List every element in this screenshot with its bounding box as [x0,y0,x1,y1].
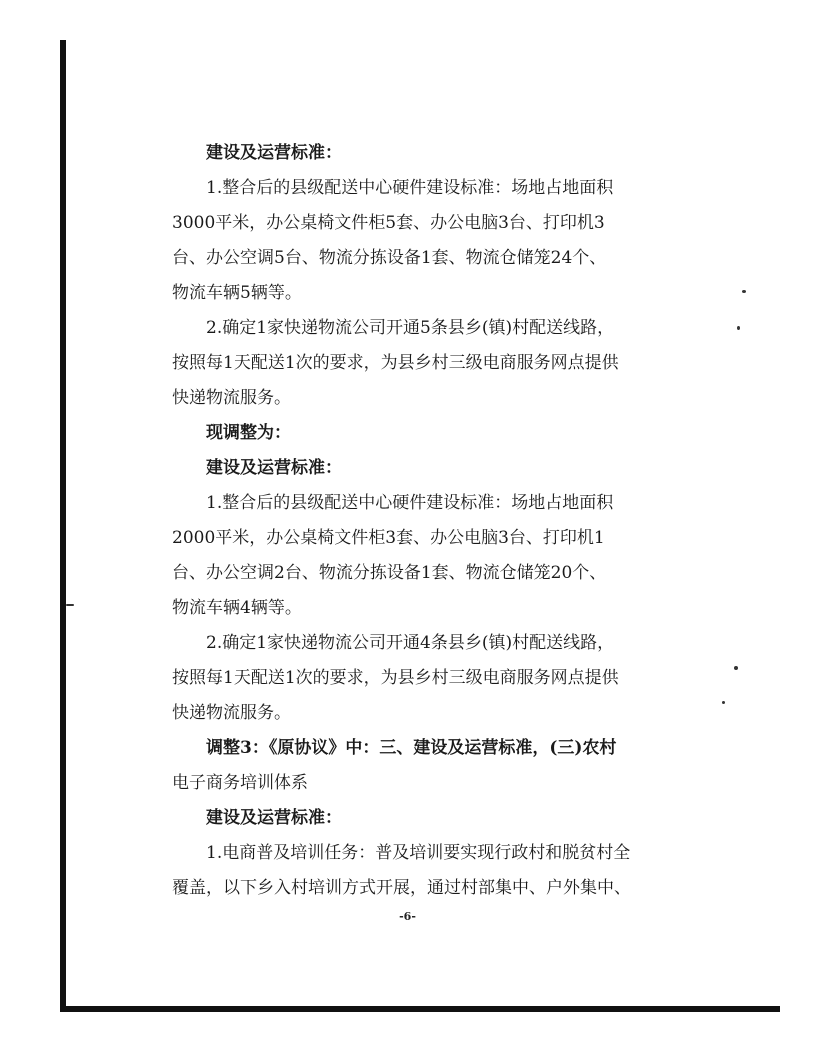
scan-speck [737,326,740,330]
section-heading: 建设及运营标准： [206,458,342,478]
paragraph-line: 1.电商普及培训任务：普及培训要实现行政村和脱贫村全 [206,843,631,863]
paragraph-line: 2000平米，办公桌椅文件柜3套、办公电脑3台、打印机1 [172,528,605,548]
paragraph-line: 1.整合后的县级配送中心硬件建设标准：场地占地面积 [206,178,614,198]
document-body [172,136,662,906]
page-border-left [60,40,66,1012]
paragraph-line: 覆盖，以下乡入村培训方式开展，通过村部集中、户外集中、 [172,878,631,898]
section-heading: 建设及运营标准： [206,143,342,163]
section-heading: 建设及运营标准： [206,808,342,828]
scan-speck [722,701,725,704]
paragraph-line: 电子商务培训体系 [172,773,308,793]
paragraph-line: 2.确定1家快递物流公司开通4条县乡(镇)村配送线路， [206,633,615,653]
paragraph-line: 1.整合后的县级配送中心硬件建设标准：场地占地面积 [206,493,614,513]
page-number: -6- [399,910,416,923]
paragraph-line: 2.确定1家快递物流公司开通5条县乡(镇)村配送线路， [206,318,615,338]
scan-speck [734,666,738,670]
paragraph-line: 物流车辆5辆等。 [172,283,302,303]
paragraph-line: 按照每1天配送1次的要求，为县乡村三级电商服务网点提供 [172,668,619,688]
paragraph-line: 台、办公空调2台、物流分拣设备1套、物流仓储笼20个、 [172,563,607,583]
scan-speck [66,604,74,606]
paragraph-line: 按照每1天配送1次的要求，为县乡村三级电商服务网点提供 [172,353,619,373]
scan-speck [742,290,746,293]
page-border-bottom [60,1006,780,1012]
paragraph-line: 3000平米，办公桌椅文件柜5套、办公电脑3台、打印机3 [172,213,605,233]
paragraph-line: 快递物流服务。 [172,388,291,408]
section-heading: 现调整为： [206,423,291,443]
section-heading: 调整3：《原协议》中：三、建设及运营标准，(三)农村 [206,738,617,758]
paragraph-line: 快递物流服务。 [172,703,291,723]
paragraph-line: 物流车辆4辆等。 [172,598,302,618]
paragraph-line: 台、办公空调5台、物流分拣设备1套、物流仓储笼24个、 [172,248,607,268]
